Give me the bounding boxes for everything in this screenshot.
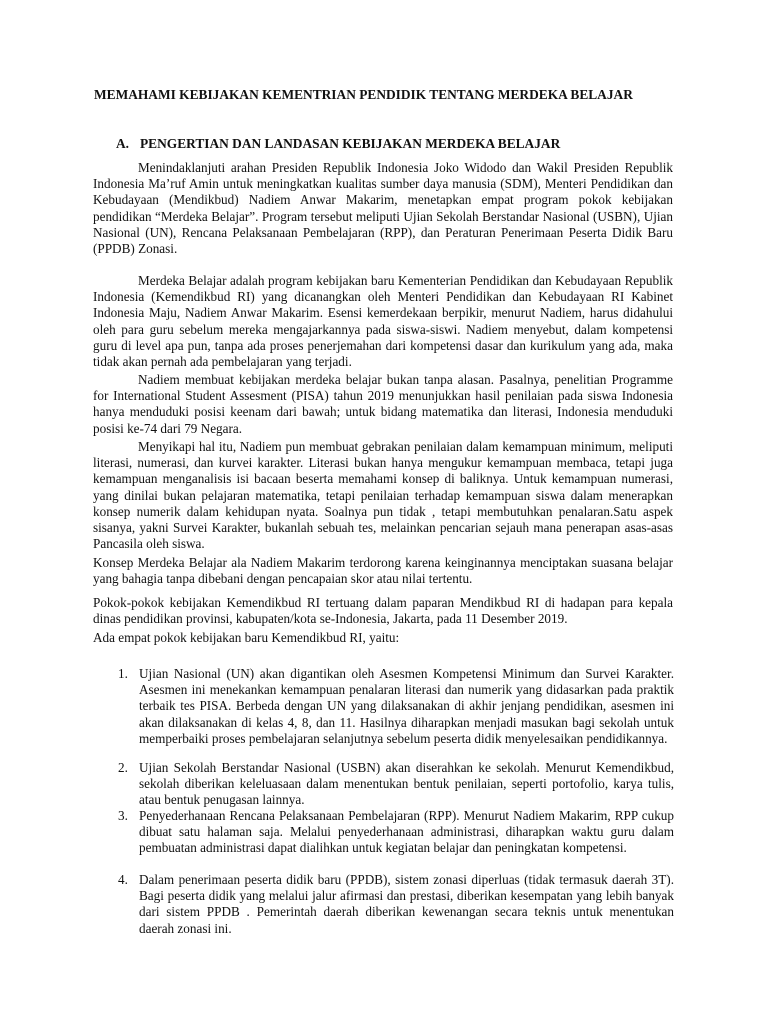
paragraph-6: Pokok-pokok kebijakan Kemendikbud RI tertuang dalam paparan Mendikbud RI di hadapan para kepala dinas pendidikan provinsi, kabupaten/kota se-Indonesia, Jakarta, pada 11 Desember 2019. — [93, 595, 673, 627]
document-title: MEMAHAMI KEBIJAKAN KEMENTRIAN PENDIDIK TENTANG MERDEKA BELAJAR — [94, 87, 633, 102]
list-item — [118, 666, 674, 747]
list-item — [118, 872, 674, 937]
paragraph-4: Menyikapi hal itu, Nadiem pun membuat gebrakan penilaian dalam kemampuan minimum, meliputi literasi, numerasi, dan kurvei karakter. Literasi bukan hanya mengukur kemampuan membaca, tetapi juga kemampuan menganalisis isi bacaan beserta memahami konsep di baliknya. Untuk kemampuan numerasi, yang dinilai bukan pelajaran matematika, tetapi penilaian terhadap kemampuan siswa dalam menerapkan konsep numerik dalam kehidupan nyata. Soalnya pun tidak , tetapi membutuhkan penalaran.Satu aspek sisanya, yakni Survei Karakter, bukanlah sebuah tes, melainkan pencarian sejauh mana penerapan asas-asas Pancasila oleh siswa. — [93, 439, 673, 552]
list-text: Ujian Nasional (UN) akan digantikan oleh Asesmen Kompetensi Minimum dan Survei Karakter. Asesmen ini menekankan kemampuan penalaran literasi dan numerik yang didasarkan pada praktik terbaik tes PISA. Berbeda dengan UN yang dilaksanakan di akhir jenjang pendidikan, asesmen ini akan dilaksanakan di kelas 4, 8, dan 11. Hasilnya diharapkan menjadi masukan bagi sekolah untuk memperbaiki proses pembelajaran selanjutnya sebelum peserta didik menyelesaikan pendidikannya. — [139, 666, 674, 746]
list-number: 4. — [118, 872, 128, 887]
section-heading — [116, 136, 676, 152]
section-heading-text: PENGERTIAN DAN LANDASAN KEBIJAKAN MERDEKA BELAJAR — [140, 136, 561, 151]
list-number: 3. — [118, 808, 128, 823]
list-item — [118, 760, 674, 809]
paragraph-3: Nadiem membuat kebijakan merdeka belajar bukan tanpa alasan. Pasalnya, penelitian Programme for International Student Assesment (PISA) tahun 2019 menunjukkan hasil penilaian pada siswa Indonesia hanya menduduki posisi keenam dari bawah; untuk bidang matematika dan literasi, Indonesia menduduki posisi ke-74 dari 79 Negara. — [93, 372, 673, 436]
paragraph-7: Ada empat pokok kebijakan baru Kemendikbud RI, yaitu: — [93, 630, 400, 645]
list-number: 2. — [118, 760, 128, 775]
paragraph-1: Menindaklanjuti arahan Presiden Republik Indonesia Joko Widodo dan Wakil Presiden Republik Indonesia Ma’ruf Amin untuk meningkatkan kualitas sumber daya manusia (SDM), Menteri Pendidikan dan Kebudayaan (Mendikbud) Nadiem Anwar Makarim, menetapkan empat program pokok kebijakan pendidikan “Merdeka Belajar”. Program tersebut meliputi Ujian Sekolah Berstandar Nasional (USBN), Ujian Nasional (UN), Rencana Pelaksanaan Pembelajaran (RPP), dan Peraturan Penerimaan Peserta Didik Baru (PPDB) Zonasi. — [93, 160, 673, 257]
list-text: Dalam penerimaan peserta didik baru (PPDB), sistem zonasi diperluas (tidak termasuk daerah 3T). Bagi peserta didik yang melalui jalur afirmasi dan prestasi, diberikan kesempatan yang lebih banyak dari sistem PPDB . Pemerintah daerah diberikan kewenangan secara teknis untuk menentukan daerah zonasi ini. — [139, 872, 674, 936]
paragraph-2: Merdeka Belajar adalah program kebijakan baru Kementerian Pendidikan dan Kebudayaan Republik Indonesia (Kemendikbud RI) yang dicanangkan oleh Menteri Pendidikan dan Kebudayaan RI Kabinet Indonesia Maju, Nadiem Anwar Makarim. Esensi kemerdekaan berpikir, menurut Nadiem, harus didahului oleh para guru sebelum mereka mengajarkannya pada siswa-siswi. Nadiem menyebut, dalam kompetensi guru di level apa pun, tanpa ada proses penerjemahan dari kompetensi dasar dan kurikulum yang ada, maka tidak akan pernah ada pembelajaran yang terjadi. — [93, 273, 673, 370]
list-text: Ujian Sekolah Berstandar Nasional (USBN) akan diserahkan ke sekolah. Menurut Kemendikbud, sekolah diberikan keleluasaan dalam menentukan bentuk penilaian, seperti portofolio, karya tulis, atau bentuk penugasan lainnya. — [139, 760, 674, 808]
list-item — [118, 808, 674, 857]
section-letter: A. — [116, 136, 130, 151]
list-text: Penyederhanaan Rencana Pelaksanaan Pembelajaran (RPP). Menurut Nadiem Makarim, RPP cukup dibuat satu halaman saja. Melalui penyederhanaan administrasi, diharapkan waktu guru dalam pembuatan administrasi dapat dialihkan untuk kegiatan belajar dan peningkatan kompetensi. — [139, 808, 674, 856]
paragraph-5: Konsep Merdeka Belajar ala Nadiem Makarim terdorong karena keinginannya menciptakan suasana belajar yang bahagia tanpa dibebani dengan pencapaian skor atau nilai tertentu. — [93, 555, 673, 587]
list-number: 1. — [118, 666, 128, 681]
